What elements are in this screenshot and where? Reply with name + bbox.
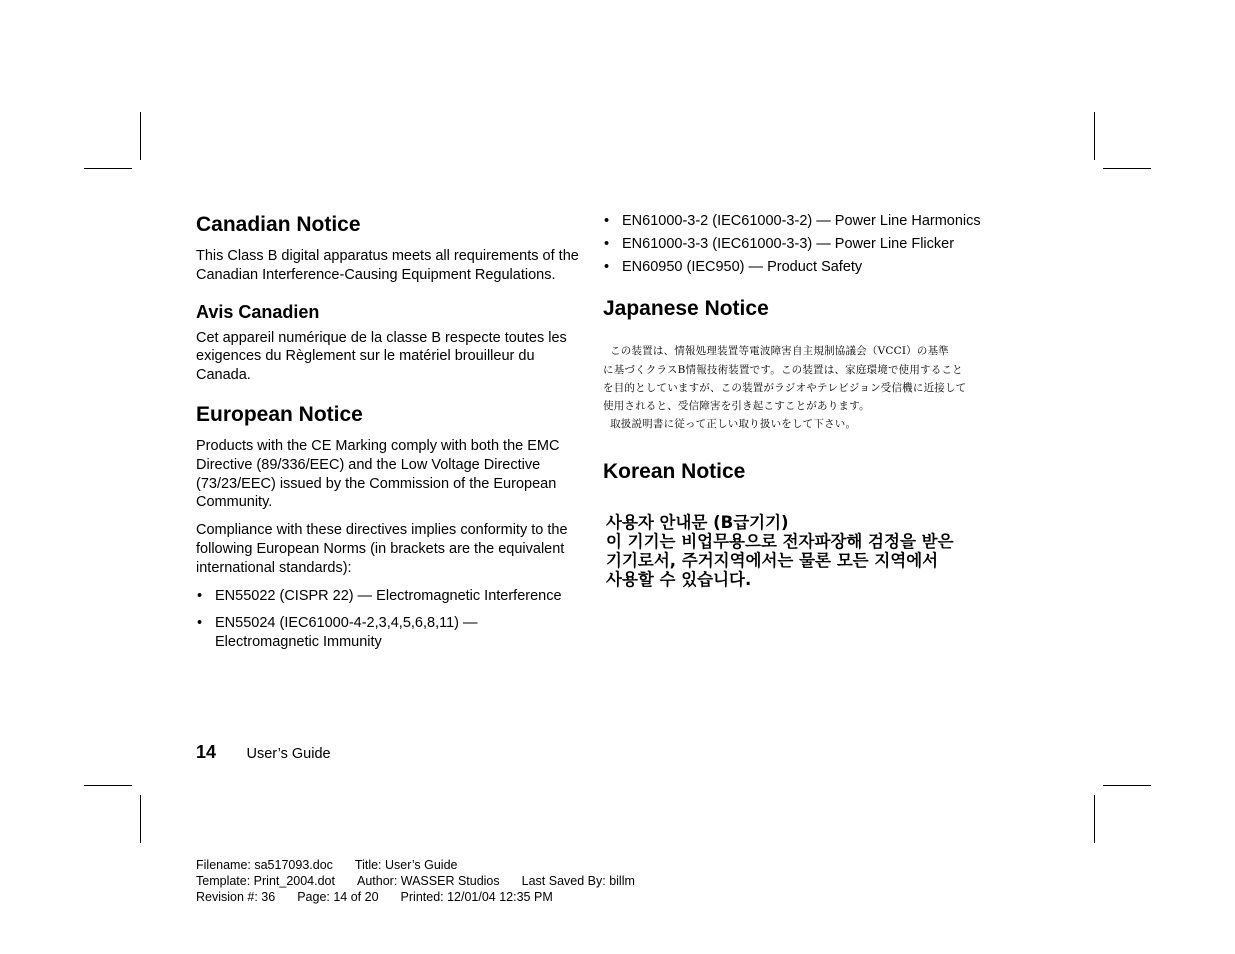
european-notice-para-1: Products with the CE Marking comply with both the EMC Directive (89/336/EEC) and the Low Voltage Directive (73/23/EEC) issued by the Commission of the European Community. <box>196 437 560 511</box>
crop-mark-bottom-left-vertical <box>140 795 141 843</box>
meta-row <box>196 889 657 905</box>
crop-mark-bottom-right-vertical <box>1094 795 1095 843</box>
list-item: • EN61000-3-3 (IEC61000-3-3) — Power Line Flicker <box>603 235 993 254</box>
avis-canadien-body: Cet appareil numérique de la classe B respecte toutes les exigences du Règlement sur le matériel brouilleur du Canada. <box>196 329 567 384</box>
korean-notice-text: 사용자 안내문 (B급기기) 이 기기는 비업무용으로 전자파장해 검정을 받은 기기로서, 주거지역에서는 물론 모든 지역에서 사용할 수 있습니다. <box>606 513 954 590</box>
meta-row <box>196 857 657 873</box>
korean-notice-section <box>603 459 993 589</box>
canadian-notice-heading: Canadian Notice <box>196 213 361 236</box>
meta-row <box>196 873 657 889</box>
meta-author: Author: WASSER Studios <box>356 874 500 888</box>
right-column <box>603 212 993 589</box>
japanese-notice-text: この装置は、情報処理装置等電波障害自主規制協議会（VCCI）の基準 に基づくクラスB情報技術装置です。この装置は、家庭環境で使用すること を目的としていますが、この装置がラジオやテレビジョン受信機に近接して 使用されると、受信障害を引き起こすことがあります。 取扱説明書に従って正しい取り扱いをして下さい。 <box>603 345 967 431</box>
european-notice-para-2: Compliance with these directives implies conformity to the following European Norms (in brackets are the equivalent international standards): <box>196 522 568 576</box>
guide-label: User’s Guide <box>246 746 331 762</box>
crop-mark-top-left-horizontal <box>84 168 132 169</box>
document-metadata <box>196 857 657 905</box>
canadian-notice-body: This Class B digital apparatus meets all requirements of the Canadian Interference-Causing Equipment Regulations. <box>196 248 579 283</box>
crop-mark-top-right-vertical <box>1094 112 1095 160</box>
japanese-notice-section <box>603 296 993 433</box>
meta-title: Title: User’s Guide <box>354 858 458 872</box>
list-item: • EN61000-3-2 (IEC61000-3-2) — Power Line Harmonics <box>603 212 993 231</box>
avis-canadien-section <box>196 301 580 385</box>
crop-mark-top-right-horizontal <box>1103 168 1151 169</box>
japanese-notice-heading: Japanese Notice <box>603 297 769 321</box>
page-number: 14 <box>196 742 217 762</box>
list-item: • EN55024 (IEC61000-4-2,3,4,5,6,8,11) — Electromagnetic Immunity <box>196 614 580 652</box>
meta-page: Page: 14 of 20 <box>297 890 379 904</box>
meta-revision: Revision #: 36 <box>196 890 276 904</box>
meta-saved-by: Last Saved By: billm <box>521 874 635 888</box>
european-notice-heading: European Notice <box>196 402 363 426</box>
european-norms-list <box>196 587 580 652</box>
meta-template: Template: Print_2004.dot <box>196 874 335 888</box>
crop-mark-bottom-right-horizontal <box>1103 785 1151 786</box>
korean-notice-heading: Korean Notice <box>603 460 746 484</box>
left-column <box>196 212 580 656</box>
meta-printed: Printed: 12/01/04 12:35 PM <box>400 890 553 904</box>
crop-mark-top-left-vertical <box>140 112 141 160</box>
canadian-notice-section <box>196 212 580 285</box>
crop-mark-bottom-left-horizontal <box>84 785 132 786</box>
meta-filename: Filename: sa517093.doc <box>196 858 333 872</box>
european-notice-section <box>196 402 580 652</box>
european-norms-list-continued <box>603 212 993 276</box>
list-item: • EN60950 (IEC950) — Product Safety <box>603 258 993 277</box>
list-item: • EN55022 (CISPR 22) — Electromagnetic Interference <box>196 587 580 606</box>
avis-canadien-heading: Avis Canadien <box>196 301 320 322</box>
page-footer <box>196 742 331 763</box>
